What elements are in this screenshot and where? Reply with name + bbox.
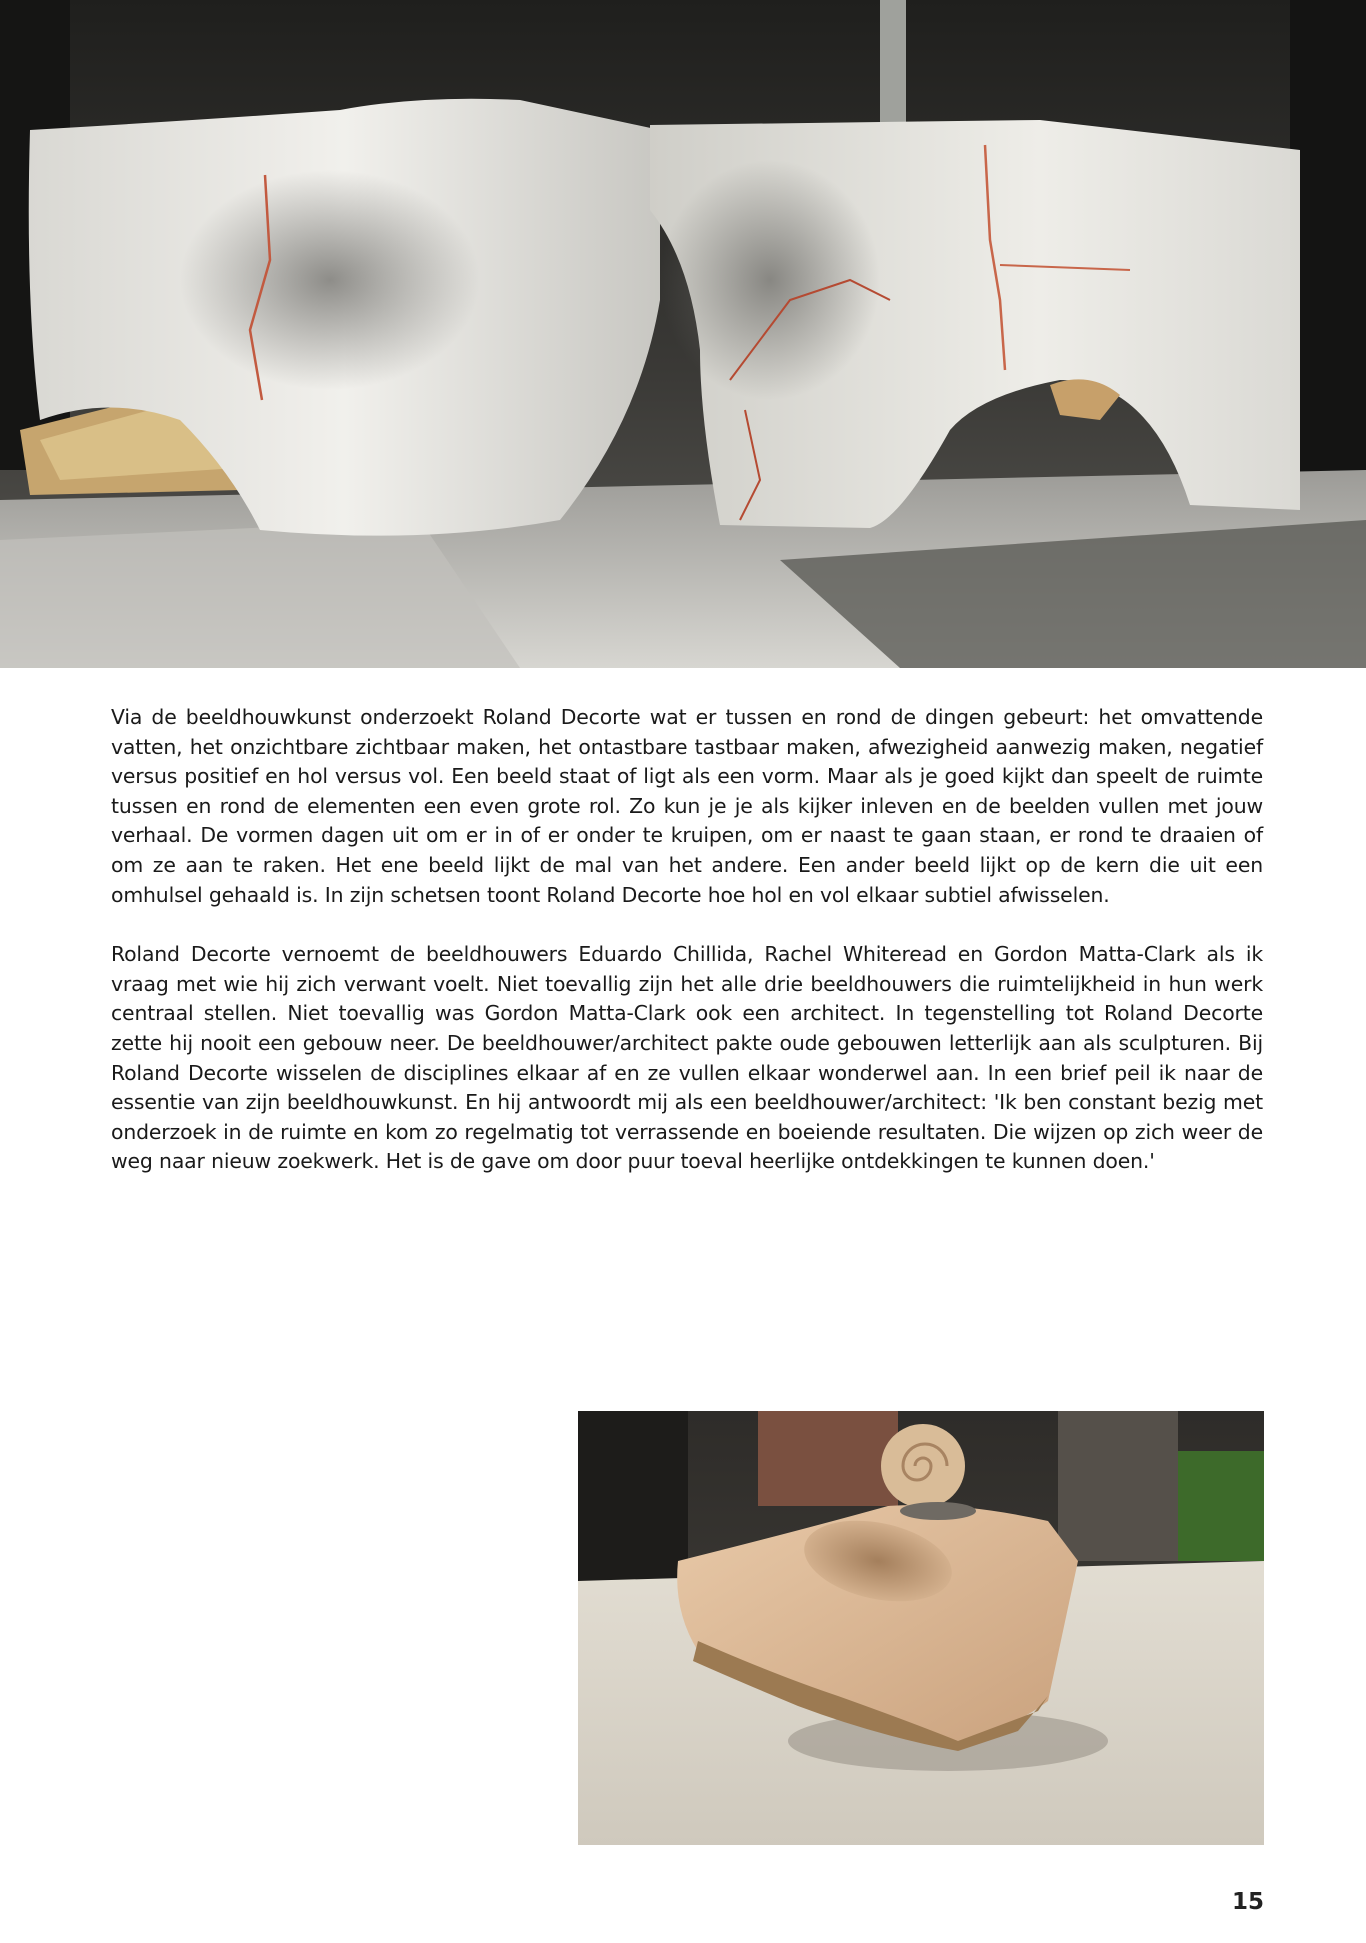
- paragraph: Via de beeldhouwkunst onderzoekt Roland Decorte wat er tussen en rond de dingen gebeurt: het omvattende vatten, het onzichtbare zichtbaar maken, het ontastbare tastbaar maken, afwezigheid aanwezig maken, negatief versus positief en hol versus vol. Een beeld staat of ligt als een vorm. Maar als je goed kijkt dan speelt de ruimte tussen en rond de elementen een even grote rol. Zo kun je je als kijker inleven en de beelden vullen met jouw verhaal. De vormen dagen uit om er in of er onder te kruipen, om er naast te gaan staan, er rond te draaien of om ze aan te raken. Het ene beeld lijkt de mal van het andere. Een ander beeld lijkt op de kern die uit een omhulsel gehaald is. In zijn schetsen toont Roland Decorte hoe hol en vol elkaar subtiel afwisselen.: [111, 705, 1263, 907]
- article-body: [111, 703, 1263, 1177]
- sculpture-photo-top: [0, 0, 1366, 668]
- page-number: 15: [1231, 1889, 1264, 1915]
- sculpture-photo-bottom: [578, 1411, 1264, 1845]
- paragraph: Roland Decorte vernoemt de beeldhouwers Eduardo Chillida, Rachel Whiteread en Gordon Matta-Clark als ik vraag met wie hij zich verwant voelt. Niet toevallig zijn het alle drie beeldhouwers die ruimtelijkheid in hun werk centraal stellen. Niet toevallig was Gordon Matta-Clark ook een architect. In tegenstelling tot Roland Decorte zette hij nooit een gebouw neer. De beeldhouwer/architect pakte oude gebouwen letterlijk aan als sculpturen. Bij Roland Decorte wisselen de disciplines elkaar af en ze vullen elkaar wonderwel aan. In een brief peil ik naar de essentie van zijn beeldhouwkunst. En hij antwoordt mij als een beeldhouwer/architect: 'Ik ben constant bezig met onderzoek in de ruimte en kom zo regelmatig tot verrassende en boeiende resultaten. Die wijzen op zich weer de weg naar nieuw zoekwerk. Het is de gave om door puur toeval heerlijke ontdekkingen te kunnen doen.': [111, 942, 1263, 1174]
